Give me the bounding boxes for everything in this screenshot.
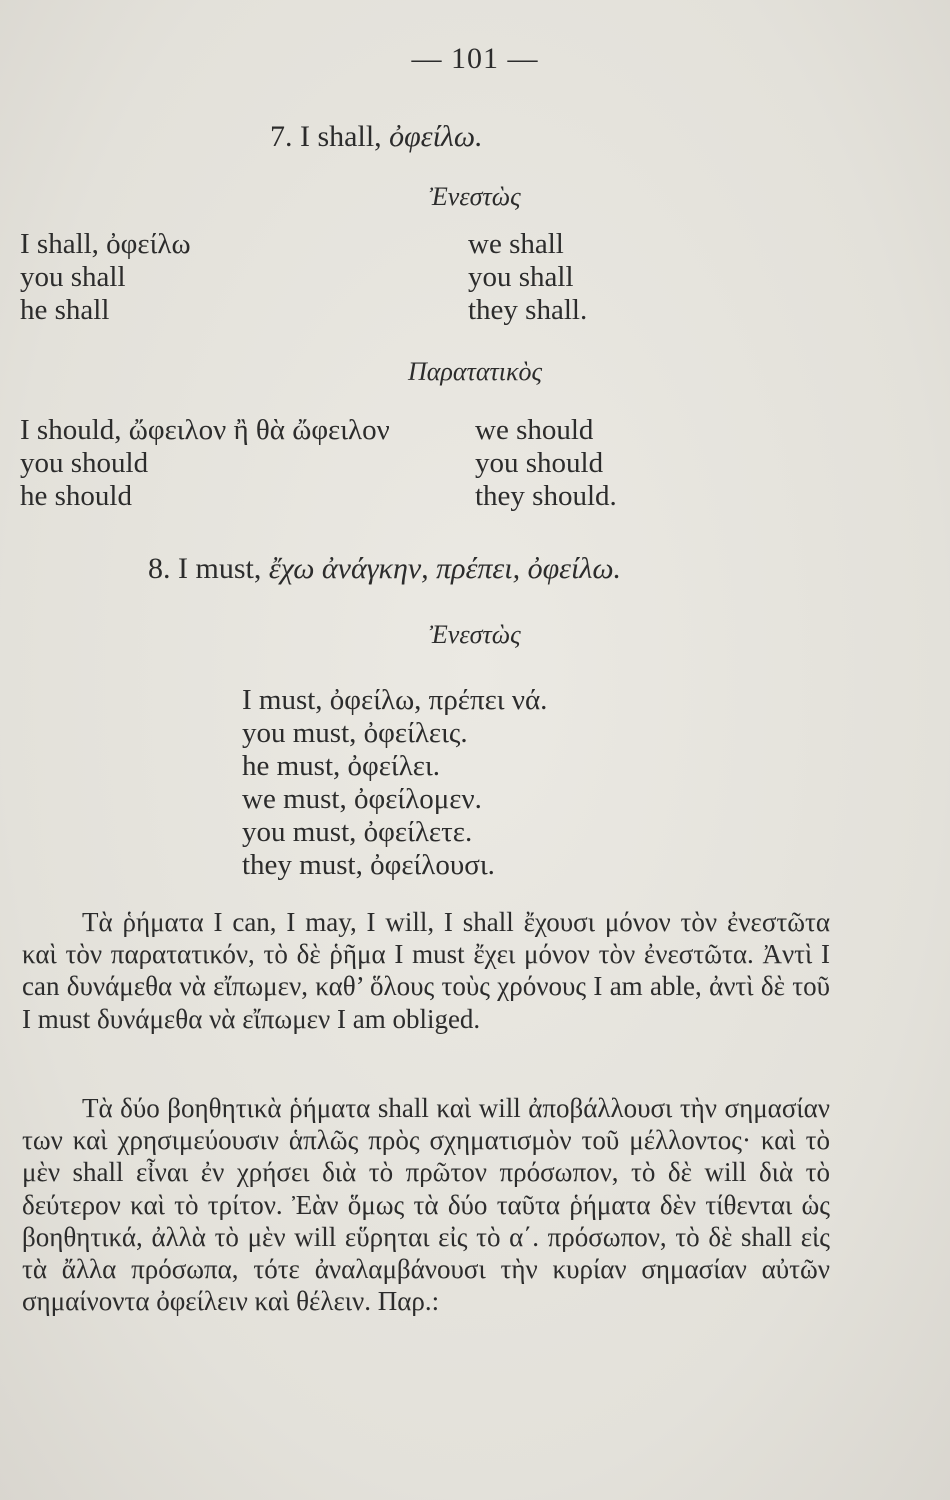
section-7-heading-greek: ὀφείλω. [389,120,483,153]
conjugation-line: they should. [475,480,617,512]
section-7-heading-text: 7. I shall, [270,120,390,153]
section-7-imperfect-left [20,414,390,513]
page-number: — 101 — [411,42,539,75]
conjugation-line: we shall [468,228,564,260]
conjugation-line: he shall [20,294,110,326]
section-8-heading-greek: ἔχω ἀνάγκην, πρέπει, ὀφείλω. [268,552,622,585]
conjugation-line: you should [475,447,604,479]
section-8-heading-text: 8. I must, [148,552,269,585]
section-7-imperfect-right [475,414,617,513]
section-7-heading [270,120,483,154]
section-8-present-list [242,684,547,882]
conjugation-line: you must, ὀφείλετε. [242,816,473,848]
paragraph-modal-verbs: Τὰ ῥήματα I can, I may, I will, I shall ἔχουσι μόνον τὸν ἐνεστῶτα καὶ τὸν παρατατικόν, τὸ δὲ ῥῆμα I must ἔχει μόνον τὸν ἐνεστῶτα. Ἀντὶ I can δυνάμεθα νὰ εἴπωμεν, καθ’ ὅλους τοὺς χρόνους I am able, ἀντὶ δὲ τοῦ I must δυνάμεθα νὰ εἴπωμεν I am obliged. [22,907,830,1034]
section-8-heading [148,552,621,586]
section-7-present-right [468,228,587,327]
conjugation-line: you should [20,447,149,479]
section-7-imperfect-label: Παρατατικὸς [407,357,543,386]
conjugation-line: you must, ὀφείλεις. [242,717,468,749]
conjugation-line: I shall, ὀφείλω [20,228,191,260]
conjugation-line: he should [20,480,132,512]
conjugation-line: you shall [20,261,126,293]
conjugation-line: they shall. [468,294,588,326]
section-7-present-label: Ἐνεστὼς [429,182,521,211]
conjugation-line: you shall [468,261,574,293]
conjugation-line: they must, ὀφείλουσι. [242,849,495,881]
conjugation-line: we should [475,414,594,446]
conjugation-line: he must, ὀφείλει. [242,750,441,782]
section-7-present-left [20,228,191,327]
conjugation-line: I should, ὤφειλον ἢ θὰ ὤφειλον [20,414,390,446]
paragraph-auxiliary-verbs: Τὰ δύο βοηθητικὰ ῥήματα shall καὶ will ἀποβάλλουσι τὴν σημασίαν των καὶ χρησιμεύουσιν ἁπλῶς πρὸς σχηματισμὸν τοῦ μέλλοντος· καὶ τὸ μὲν shall εἶναι ἐν χρήσει διὰ τὸ πρῶτον πρόσωπον, τὸ δὲ will διὰ τὸ δεύτερον καὶ τὸ τρίτον. Ἐὰν ὅμως τὰ δύο ταῦτα ῥήματα δὲν τίθενται ὡς βοηθητικά, ἀλλὰ τὸ μὲν will εὕρηται εἰς τὸ α΄. πρόσωπον, τὸ δὲ shall εἰς τὰ ἄλλα πρόσωπα, τότε ἀναλαμβάνουσι τὴν κυρίαν σημασίαν αὐτῶν σημαίνοντα ὀφείλειν καὶ θέλειν. Παρ.: [22,1093,830,1317]
section-8-present-label: Ἐνεστὼς [429,620,521,649]
conjugation-line: I must, ὀφείλω, πρέπει νά. [242,684,548,716]
conjugation-line: we must, ὀφείλομεν. [242,783,482,815]
